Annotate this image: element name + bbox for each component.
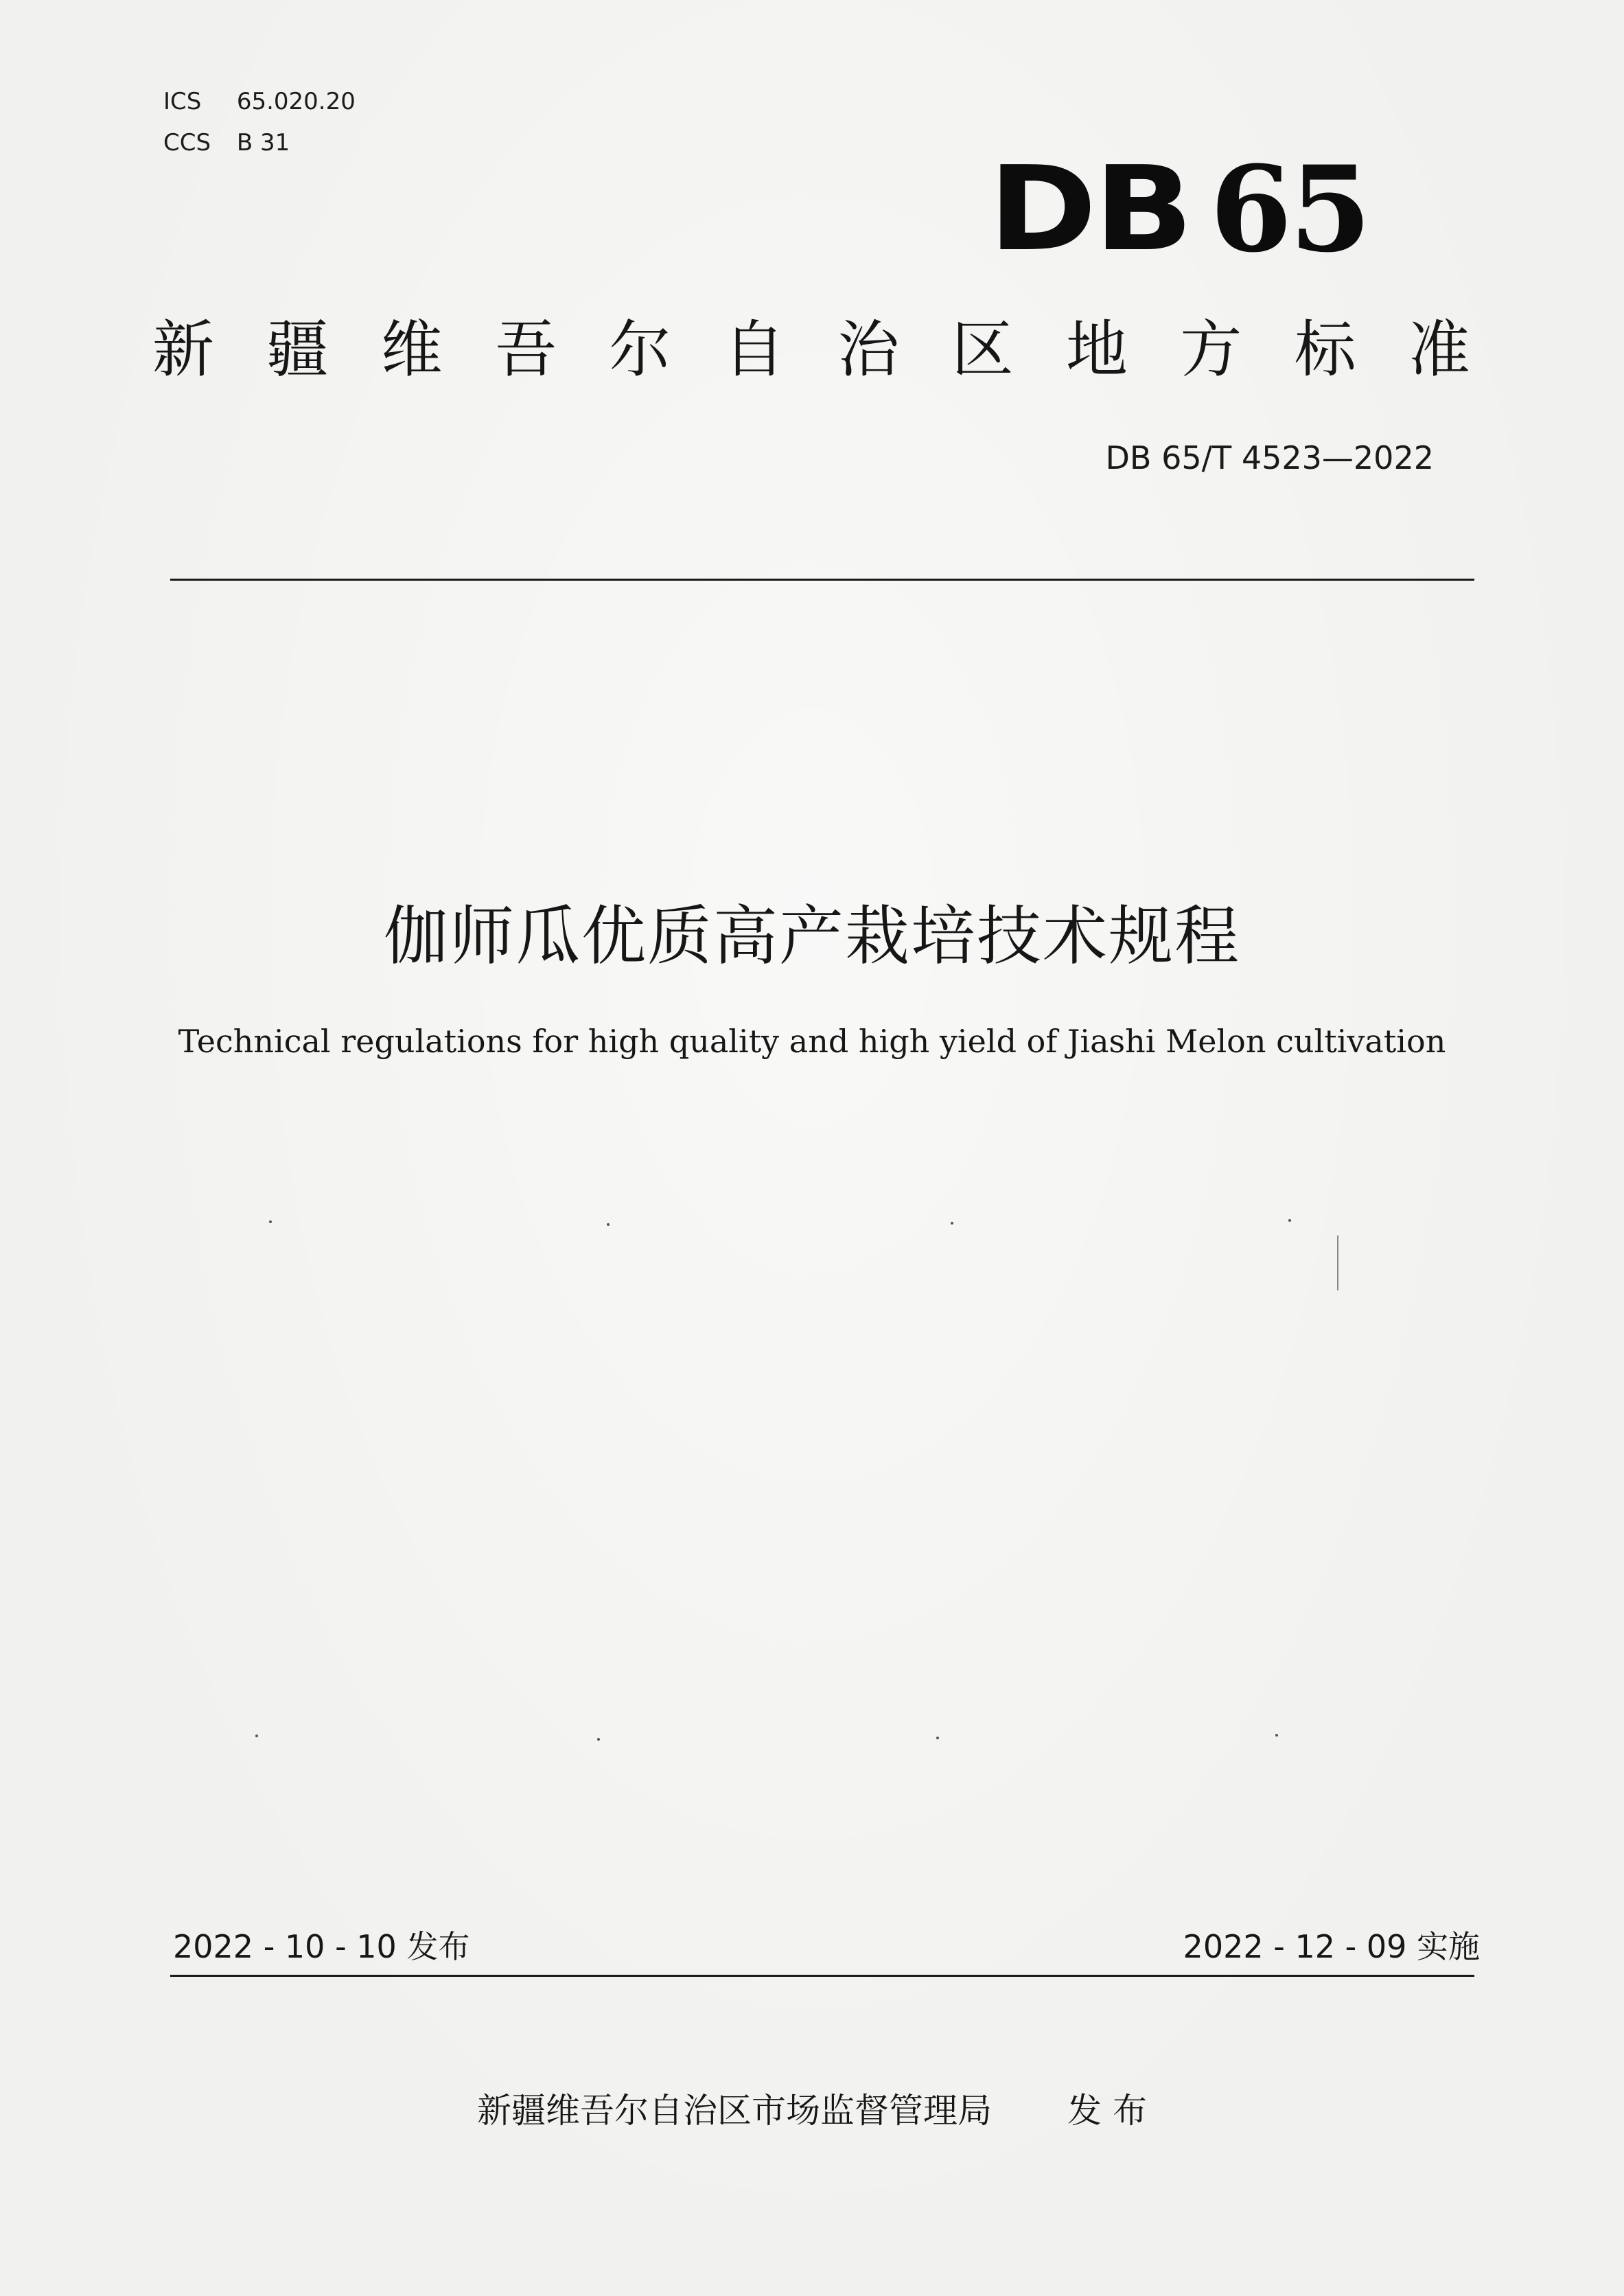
scan-speck (255, 1735, 258, 1737)
ccs-code-row (163, 122, 356, 163)
standard-type-heading (152, 312, 1470, 388)
logo-letters: DB (988, 141, 1191, 277)
classification-codes (163, 81, 356, 163)
standard-type-char: 疆 (266, 314, 329, 386)
standard-type-char: 区 (951, 314, 1014, 386)
scan-speck (1288, 1219, 1291, 1222)
scan-mark (1337, 1236, 1338, 1290)
document-title-english: Technical regulations for high quality and high yield of Jiashi Melon cultivation (178, 1023, 1446, 1060)
ics-code-row (163, 81, 356, 122)
standard-type-char: 尔 (609, 314, 671, 386)
publish-action: 发 布 (1067, 2091, 1147, 2131)
ccs-label: CCS (163, 129, 211, 156)
standard-type-char: 方 (1180, 314, 1242, 386)
logo-number: 65 (1209, 139, 1369, 279)
publisher-line (0, 2083, 1624, 2133)
footer-divider (170, 1975, 1474, 1977)
standard-type-char: 新 (152, 314, 214, 386)
standard-number: DB 65/T 4523—2022 (1105, 439, 1434, 476)
document-title-chinese: 伽师瓜优质高产栽培技术规程 (383, 899, 1240, 974)
scan-speck (951, 1222, 953, 1225)
scan-speck (597, 1738, 600, 1741)
scan-speck (936, 1737, 939, 1739)
standard-type-char: 准 (1408, 314, 1470, 386)
standard-type-char: 地 (1065, 314, 1128, 386)
issue-date: 2022 - 10 - 10 发布 (173, 1928, 470, 1965)
ics-value: 65.020.20 (236, 88, 356, 115)
scan-speck (607, 1223, 610, 1226)
publisher-name: 新疆维吾尔自治区市场监督管理局 (477, 2091, 993, 2131)
db65-logo (988, 137, 1373, 279)
standard-type-char: 吾 (495, 314, 557, 386)
standard-type-char: 治 (837, 314, 900, 386)
standard-type-char: 标 (1294, 314, 1356, 386)
ccs-value: B 31 (236, 129, 290, 156)
implementation-date: 2022 - 12 - 09 实施 (1183, 1928, 1480, 1965)
scan-speck (1275, 1734, 1278, 1737)
header-divider (170, 579, 1474, 581)
standard-type-char: 维 (380, 314, 443, 386)
standard-type-char: 自 (723, 314, 785, 386)
ics-label: ICS (163, 88, 202, 115)
scan-speck (269, 1220, 272, 1223)
